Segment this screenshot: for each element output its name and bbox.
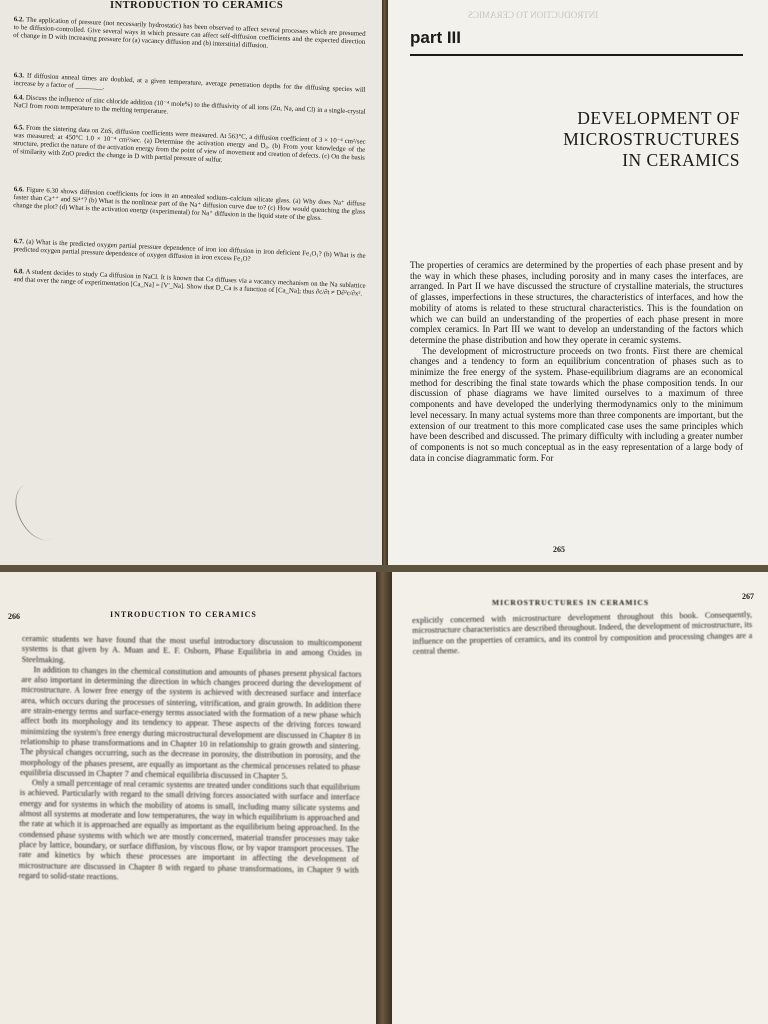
page-number: 265: [553, 545, 565, 554]
running-head: INTRODUCTION TO CERAMICS: [110, 0, 284, 11]
paragraph: The properties of ceramics are determined by the properties of each phase present and by the way in which these phases, including porosity and in many cases the interfaces, are arranged. In Part II we have discussed the structure of crystalline materials, the structures of glasses, imperfections in these structures, the characteristics of interfaces, and how the mobility of atoms is related to these structural characteristics. This is the foundation on which we can build an understanding of the properties of each phase present in more complex ceramics. In Part III we want to develop an understanding of the factors which determine the phase distribution and how they operate in ceramic systems.: [410, 260, 743, 345]
exercise-6-5: 6.5. From the sintering data on ZnS, diffusion coefficients were measured. At 563°C, a diffusion coefficient of 3 × 10⁻⁴ cm²/sec was measured; at 450°C 1.0 × 10⁻⁴ cm²/sec. (a) Determine the activation energy and D₀. (b) From your knowledge of the structure, predict the nature of the activation energy from the point of view of movement and creation of defects. (c) On the basis of similarity with ZnO predict the change in D with partial pressure of sulfur.: [12, 124, 366, 165]
body-text: [412, 610, 753, 657]
paragraph: Only a small percentage of real ceramic systems are treated under conditions such that equilibrium is achieved. Particularly with regard to the small driving forces associated with surface and interface energy and for systems in which the mobility of atoms is small, including many silicate systems and almost all systems at moderate and low temperatures, the way in which equilibrium is approached and the rate at which it is approached are equally as important as the equilibrium being approached. In the condensed phase systems with which we are mostly concerned, material transfer processes may take place by lattice, boundary, or surface diffusion, by viscous flow, or by vapor transport processes. The rate and kinetics by which these processes are important in affecting the development of microstructure are discussed in Chapter 8 with regard to phase transformations, in Chapter 9 with regard to solid-state reactions.: [18, 778, 360, 882]
bleed-through-text: INTRODUCTION TO CERAMICS: [468, 10, 599, 20]
exercise-6-6: 6.6. Figure 6.30 shows diffusion coefficients for ions in an annealed sodium–calcium silicate glass. (a) Why does Na⁺ diffuse faster than Ca⁺⁺ and Si⁴⁺? (b) What is the nonlinear part of the Na⁺ diffusion curve due to? (c) How would quenching the glass change the plot? (d) What is the activation energy (experimental) for Na⁺ diffusion in the liquid state of the glass.: [13, 186, 366, 223]
exercise-6-4: 6.4. Discuss the influence of zinc chloride addition (10⁻⁴ mole%) to the diffusivity of all ions (Zn, Na, and Cl) in a single-crystal NaCl from room temperature to the melting temperature.: [13, 94, 366, 116]
page-number: 267: [742, 592, 754, 601]
part-title: DEVELOPMENT OF MICROSTRUCTURES IN CERAMICS: [563, 108, 740, 170]
running-head: INTRODUCTION TO CERAMICS: [110, 610, 257, 619]
spread-divider: [0, 565, 768, 572]
paragraph: explicitly concerned with microstructure development throughout this book. Consequently, microstructure characteristics are described throughout. Indeed, the development of microstructure, its influence on the properties of ceramics, and its control by composition and processing changes are a central theme.: [412, 610, 753, 656]
paragraph: ceramic students we have found that the most useful introductory discussion to multicomponent systems is that given by A. Muan and E. F. Osborn, Phase Equilibria in and among Oxides in Steelmaking.: [21, 634, 362, 665]
page-exercises: [0, 0, 382, 565]
page-number: 266: [8, 612, 20, 621]
title-rule: [410, 54, 743, 56]
book-gutter: [376, 572, 392, 1024]
part-label: part III: [410, 28, 462, 47]
running-head: MICROSTRUCTURES IN CERAMICS: [492, 598, 650, 607]
exercise-6-3: 6.3. If diffusion anneal times are doubled, at a given temperature, average penetration depths for the diffusing species will increase by a factor of ________.: [13, 72, 366, 94]
exercise-6-2: 6.2. The application of pressure (not necessarily hydrostatic) has been observed to affect several processes which are presumed to be diffusion-controlled. Give several ways in which pressure can affect self-diffusion coefficients and the expected direction of change in D with increasing pressure for (a) vacancy diffusion and (b) interstitial diffusion.: [13, 16, 366, 50]
paragraph: The development of microstructure proceeds on two fronts. First there are chemical changes and a tendency to form an equilibrium concentration of phases such as to minimize the free energy of the system. Phase-equilibrium diagrams are an economical method for describing the final state towards which the phase composition tends. In our discussion of phase diagrams we have limited ourselves to a maximum of three components and have developed the underlying thermodynamics only to the minimum level necessary. In many actual systems more than three components are important, but the extension of our treatment to this more complicated case uses the same principles which have been described and discussed. The primary difficulty with including a greater number of components is not so much conceptual as in the easy representation of a large body of data in concise diagrammatic form. For: [410, 345, 743, 463]
page-part-three: [388, 0, 768, 565]
exercise-6-8: 6.8. A student decides to study Ca diffusion in NaCl. It is known that Ca diffuses via a vacancy mechanism on the Na sublattice and that over the range of experimentation [Ca_Na] = [V'_Na]. Show that D_Ca is a function of [Ca_Na]; thus ∂c/∂t ≠ D∂²c/∂x².: [13, 268, 366, 298]
body-text: [19, 634, 362, 886]
page-266: [0, 572, 376, 1024]
page-267: [392, 572, 768, 1024]
intro-text: [410, 260, 743, 463]
paragraph: In addition to changes in the chemical constitution and amounts of phases present physical factors are also important in determining the direction in which changes proceed during the development of microstructure. A lower free energy of the system is achieved with decreased surface and interface area, which occurs during the processes of sintering, vitrification, and grain growth. In addition there are strain-energy terms and surface-energy terms associated with the formation of a new phase which affect both its morphology and its tendency to appear. These aspects of the driving forces toward minimizing the system's free energy during microstructural development are discussed in Chapter 8 in relationship to phase transformations and in Chapter 10 in relationship to grain growth and sintering. The physical changes occurring, such as the decrease in porosity, the distribution in porosity, and the morphology of the phases present, are equally as important as the chemical processes related to phase equilibria discussed in Chapter 7 and chemical equilibria discussed in Chapter 5.: [20, 665, 362, 781]
pencil-mark: [10, 477, 68, 547]
exercise-6-7: 6.7. (a) What is the predicted oxygen partial pressure dependence of iron ion diffusion in iron deficient Fe₁O₁? (b) What is the predicted oxygen partial pressure dependence of oxygen diffusion in iron excess Fe₁O?: [13, 238, 366, 264]
